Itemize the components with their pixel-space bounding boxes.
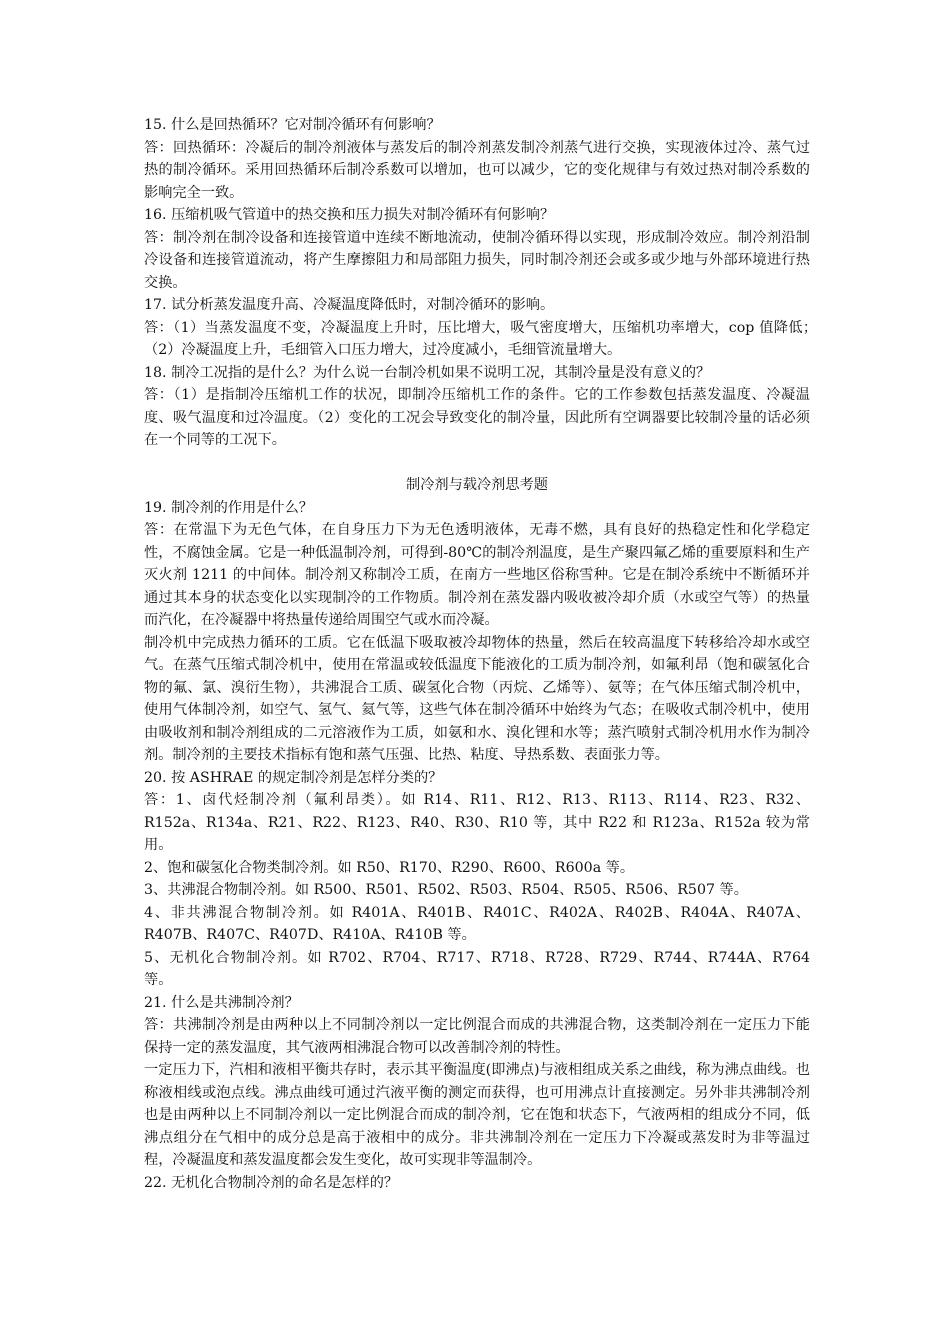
question-21: 21. 什么是共沸制冷剂？ — [144, 994, 299, 1011]
answer-18: 答：（1）是指制冷压缩机工作的状况，即制冷压缩机工作的条件。它的工作参数包括蒸发温度、冷凝温度、吸气温度和过冷温度。（2）变化的工况会导致变化的制冷量，因此所有空调器要比较制冷量的话必须在一个同等的工况下。 — [144, 387, 810, 448]
section-title: 制冷剂与载冷剂思考题 — [406, 477, 548, 493]
question-18: 18. 制冷工况指的是什么？为什么说一台制冷机如果不说明工况，其制冷量是没有意义的？ — [144, 364, 711, 381]
answer-19-part-2: 制冷机中完成热力循环的工质。它在低温下吸取被冷却物体的热量，然后在较高温度下转移给冷却水或空气。在蒸气压缩式制冷机中，使用在常温或较低温度下能液化的工质为制冷剂，如氟利昂（饱和碳氢化合物的氟、氯、溴衍生物），共沸混合工质、碳氢化合物（丙烷、乙烯等）、氨等；在气体压缩式制冷机中，使用气体制冷剂，如空气、氢气、氦气等，这些气体在制冷循环中始终为气态；在吸收式制冷机中，使用由吸收剂和制冷剂组成的二元溶液作为工质，如氨和水、溴化锂和水等；蒸汽喷射式制冷机用水作为制冷剂。制冷剂的主要技术指标有饱和蒸气压强、比热、粘度、导热系数、表面张力等。 — [144, 634, 810, 763]
question-22: 22. 无机化合物制冷剂的命名是怎样的？ — [144, 1174, 399, 1191]
question-15: 15. 什么是回热循环？它对制冷循环有何影响？ — [144, 117, 441, 133]
question-16: 16. 压缩机吸气管道中的热交换和压力损失对制冷循环有何影响？ — [144, 207, 555, 223]
answer-20-item-3: 3、共沸混合物制冷剂。如 R500、R501、R502、R503、R504、R505、R506、R507 等。 — [144, 882, 748, 898]
question-20: 20. 按 ASHRAE 的规定制冷剂是怎样分类的？ — [144, 769, 443, 786]
answer-21-part-1: 答：共沸制冷剂是由两种以上不同制冷剂以一定比例混合而成的共沸混合物，这类制冷剂在一定压力下能保持一定的蒸发温度，其气液两相沸混合物可以改善制冷剂的特性。 — [144, 1017, 810, 1056]
document-page — [144, 114, 825, 1194]
question-17: 17. 试分析蒸发温度升高、冷凝温度降低时，对制冷循环的影响。 — [144, 297, 555, 313]
answer-19-part-1: 答：在常温下为无色气体，在自身压力下为无色透明液体，无毒不燃，具有良好的热稳定性和化学稳定性，不腐蚀金属。它是一种低温制冷剂，可得到-80℃的制冷剂温度，是生产聚四氟乙烯的重要原料和生产灭火剂 1211 的中间体。制冷剂又称制冷工质，在南方一些地区俗称雪种。它是在制冷系统中不断循环并通过其本身的状态变化以实现制冷的工作物质。制冷剂在蒸发器内吸收被冷却介质（水或空气等）的热量而汽化，在冷凝器中将热量传递给周围空气或水而冷凝。 — [144, 522, 810, 628]
question-19: 19. 制冷剂的作用是什么？ — [144, 499, 313, 516]
answer-15: 答：回热循环：冷凝后的制冷剂液体与蒸发后的制冷剂蒸发制冷剂蒸气进行交换，实现液体过冷、蒸气过热的制冷循环。采用回热循环后制冷系数可以增加，也可以减少，它的变化规律与有效过热对制冷系数的影响完全一致。 — [144, 139, 810, 201]
answer-16: 答：制冷剂在制冷设备和连接管道中连续不断地流动，使制冷循环得以实现，形成制冷效应。制冷剂沿制冷设备和连接管道流动，将产生摩擦阻力和局部阻力损失，同时制冷剂还会或多或少地与外部环境进行热交换。 — [144, 229, 810, 291]
answer-20-item-2: 2、饱和碳氢化合物类制冷剂。如 R50、R170、R290、R600、R600a 等。 — [144, 859, 635, 876]
answer-20-item-1: 答：1、卤代烃制冷剂（氟利昂类）。如 R14、R11、R12、R13、R113、R114、R23、R32、R152a、R134a、R21、R22、R123、R40、R30、R10 等，其中 R22 和 R123a、R152a 较为常用。 — [144, 792, 810, 853]
answer-20-item-4: 4、非共沸混合物制冷剂。如 R401A、R401B、R401C、R402A、R402B、R404A、R407A、R407B、R407C、R407D、R410A、R410B 等。 — [144, 904, 810, 943]
answer-21-part-2: 一定压力下，汽相和液相平衡共存时，表示其平衡温度(即沸点)与液相组成关系之曲线，称为沸点曲线。也称液相线或泡点线。沸点曲线可通过汽液平衡的测定而获得，也可用沸点计直接测定。另外非共沸制冷剂也是由两种以上不同制冷剂以一定比例混合而成的制冷剂，它在饱和状态下，气液两相的组成分不同，低沸点组分在气相中的成分总是高于液相中的成分。非共沸制冷剂在一定压力下冷凝或蒸发时为非等温过程，冷凝温度和蒸发温度都会发生变化，故可实现非等温制冷。 — [144, 1062, 810, 1168]
answer-17: 答：（1）当蒸发温度不变，冷凝温度上升时，压比增大，吸气密度增大，压缩机功率增大，cop 值降低； （2）冷凝温度上升，毛细管入口压力增大，过冷度减小，毛细管流量增大。 — [144, 319, 825, 358]
answer-20-item-5: 5、无机化合物制冷剂。如 R702、R704、R717、R718、R728、R729、R744、R744A、R764 等。 — [144, 949, 810, 988]
